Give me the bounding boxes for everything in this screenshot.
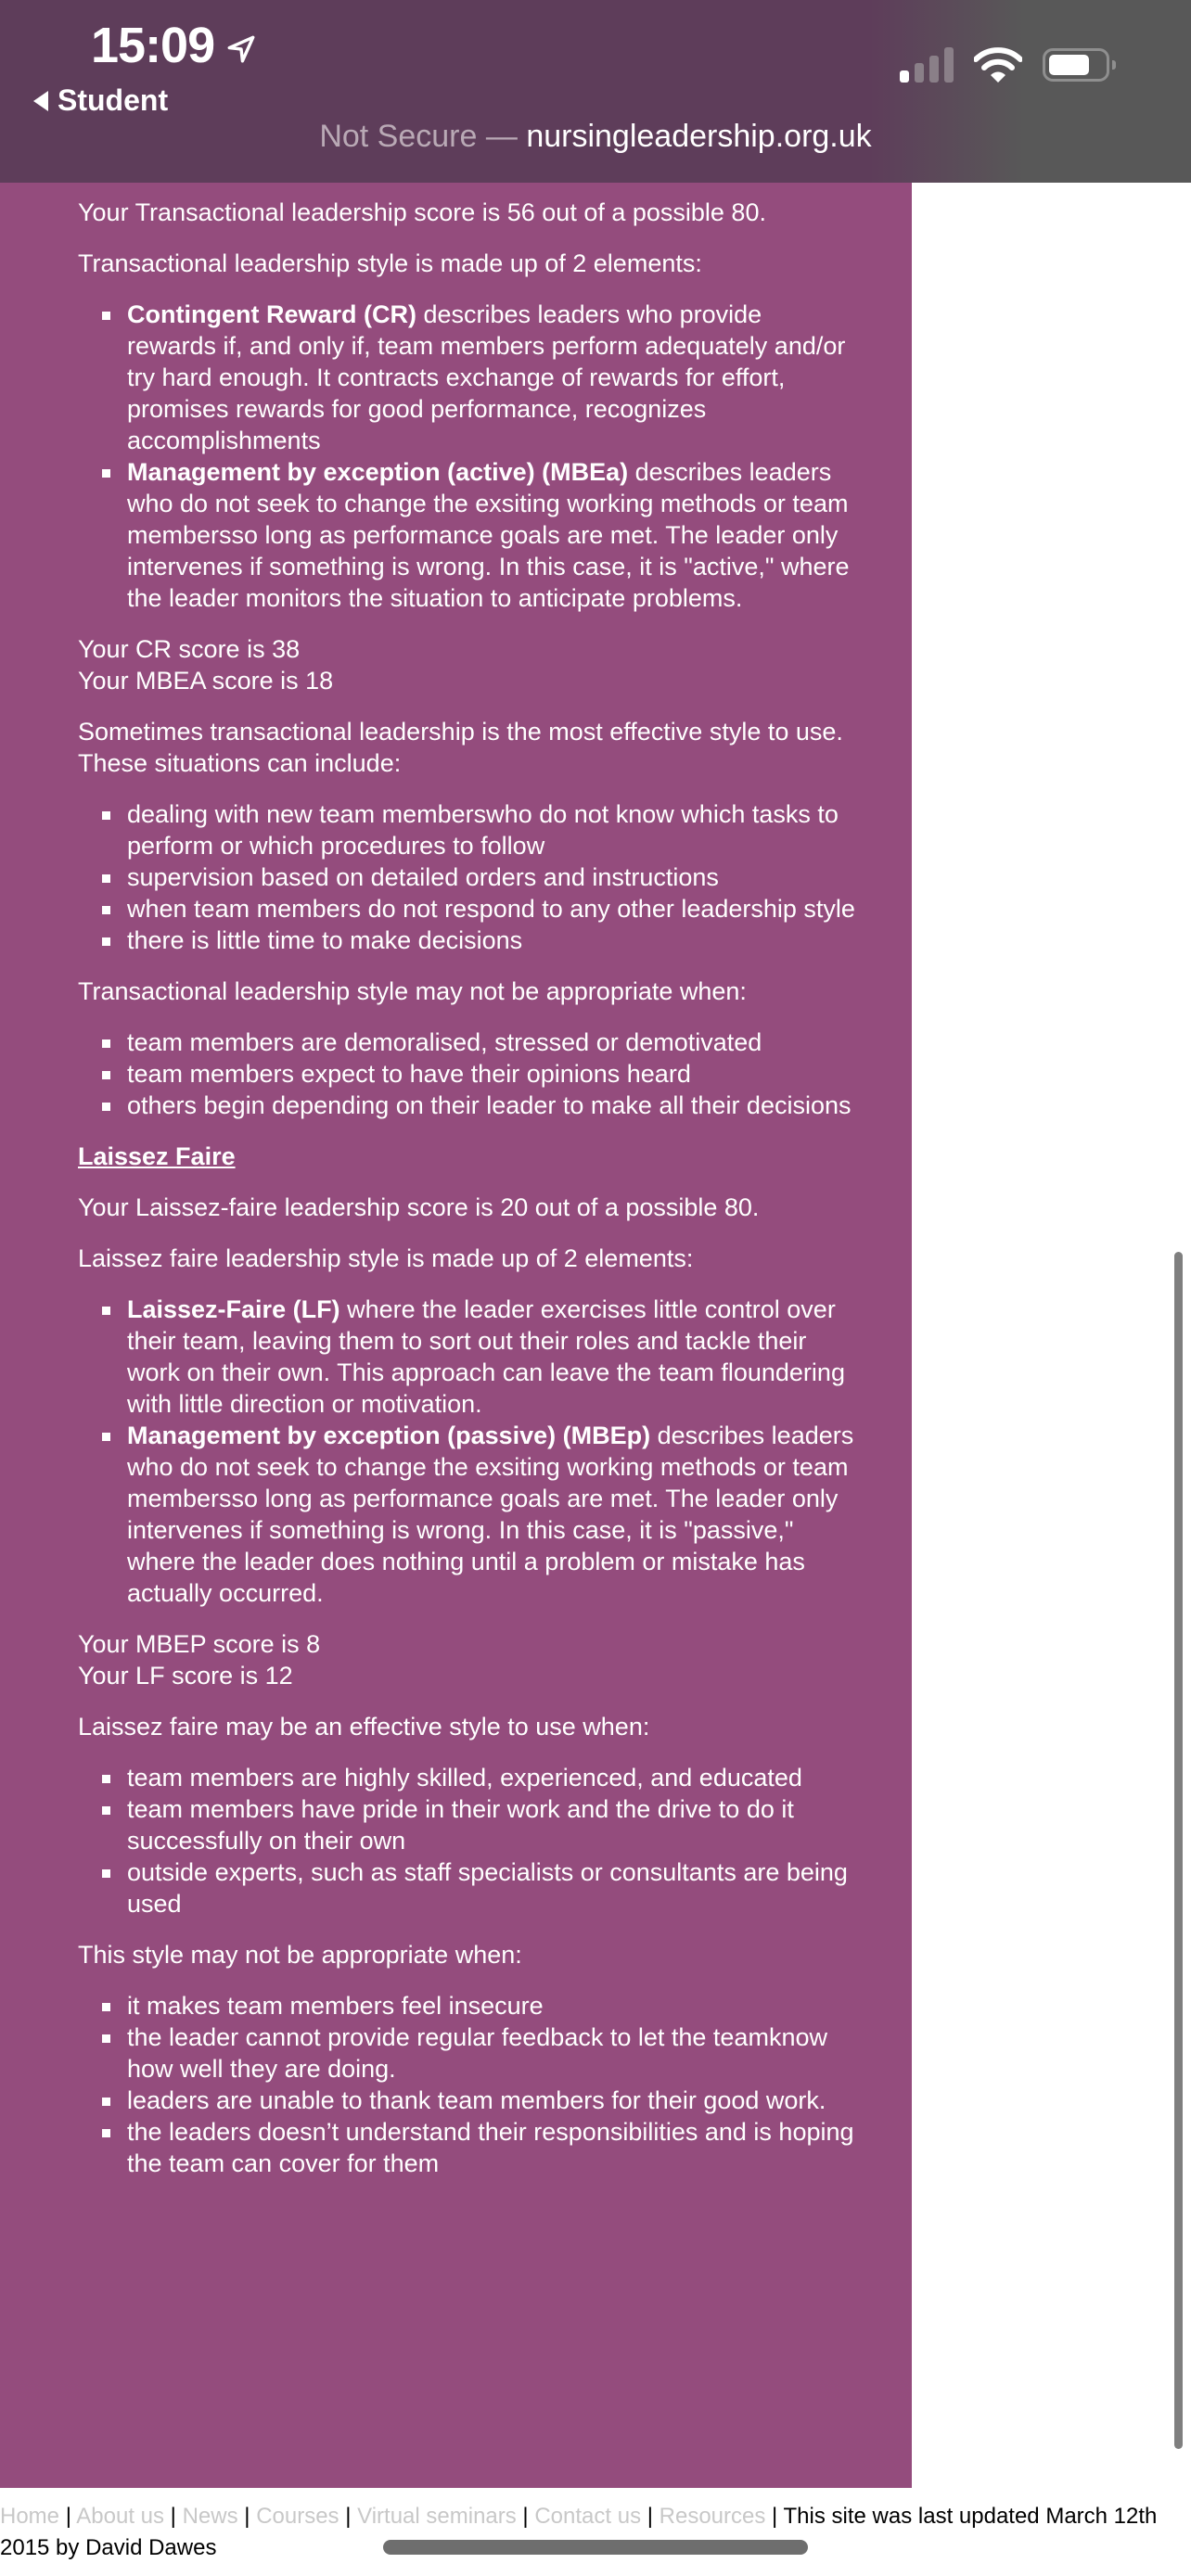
footer-link-courses[interactable]: Courses	[256, 2504, 339, 2529]
footer-link-resources[interactable]: Resources	[659, 2504, 766, 2529]
status-time: 15:09	[91, 18, 215, 73]
main-content	[0, 183, 912, 2488]
not-secure-label: Not Secure —	[319, 119, 518, 154]
transactional-score: Your Transactional leadership score is 56 out of a possible 80.	[78, 198, 766, 226]
list-item: team members expect to have their opinions heard	[127, 1058, 857, 1090]
back-arrow-icon	[33, 91, 48, 111]
laissez-elements-list	[78, 1294, 857, 1609]
mbea-score: Your MBEA score is 18	[78, 667, 334, 695]
list-item: leaders are unable to thank team members for their good work.	[127, 2085, 857, 2116]
list-item	[127, 1420, 857, 1609]
url-domain: nursingleadership.org.uk	[526, 119, 872, 154]
status-icons	[900, 46, 1109, 83]
list-item: team members are highly skilled, experienced, and educated	[127, 1762, 857, 1793]
separator: |	[765, 2504, 784, 2529]
mbep-score: Your MBEP score is 8	[78, 1630, 321, 1658]
back-to-app-button[interactable]	[33, 83, 168, 118]
results-text	[78, 197, 857, 2199]
laissez-not-appropriate-list	[78, 1990, 857, 2179]
list-item: it makes team members feel insecure	[127, 1990, 857, 2021]
cr-score: Your CR score is 38	[78, 635, 301, 663]
laissez-elements-intro: Laissez faire leadership style is made up of 2 elements:	[78, 1244, 694, 1272]
list-item: team members are demoralised, stressed or demotivated	[127, 1027, 857, 1058]
element-term: Management by exception (active) (MBEa)	[127, 458, 629, 486]
element-term: Contingent Reward (CR)	[127, 300, 416, 328]
laissez-effective-list	[78, 1762, 857, 1919]
transactional-elements-intro: Transactional leadership style is made up of 2 elements:	[78, 249, 702, 277]
laissez-not-appropriate-intro: This style may not be appropriate when:	[78, 1941, 522, 1969]
separator: |	[164, 2504, 183, 2529]
transactional-elements-list	[78, 299, 857, 614]
list-item: supervision based on detailed orders and instructions	[127, 861, 857, 893]
laissez-faire-heading: Laissez Faire	[78, 1142, 236, 1170]
list-item: team members have pride in their work and the drive to do it successfully on their own	[127, 1793, 857, 1856]
back-label: Student	[58, 83, 169, 117]
element-term: Laissez-Faire (LF)	[127, 1295, 340, 1323]
footer-link-virtual-seminars[interactable]: Virtual seminars	[357, 2504, 517, 2529]
transactional-not-appropriate-list	[78, 1027, 857, 1121]
separator: |	[59, 2504, 77, 2529]
footer-link-about[interactable]: About us	[76, 2504, 165, 2529]
location-arrow-icon	[225, 33, 257, 65]
separator: |	[516, 2504, 535, 2529]
home-indicator[interactable]	[383, 2540, 808, 2555]
transactional-effective-list	[78, 798, 857, 956]
laissez-effective-intro: Laissez faire may be an effective style to use when:	[78, 1713, 650, 1741]
separator: |	[237, 2504, 257, 2529]
list-item	[127, 456, 857, 614]
lf-score: Your LF score is 12	[78, 1662, 293, 1690]
footer-link-news[interactable]: News	[182, 2504, 238, 2529]
battery-icon	[1043, 48, 1109, 82]
footer-link-contact[interactable]: Contact us	[534, 2504, 642, 2529]
address-bar[interactable]	[0, 119, 1191, 155]
list-item: the leaders doesn’t understand their responsibilities and is hoping the team can cover for them	[127, 2116, 857, 2179]
list-item	[127, 1294, 857, 1420]
list-item: there is little time to make decisions	[127, 925, 857, 956]
list-item: outside experts, such as staff specialists or consultants are being used	[127, 1856, 857, 1919]
separator: |	[641, 2504, 660, 2529]
wifi-icon	[974, 46, 1022, 83]
list-item: dealing with new team memberswho do not know which tasks to perform or which procedures to follow	[127, 798, 857, 861]
list-item	[127, 299, 857, 456]
page-scrollbar[interactable]	[1174, 1252, 1183, 2449]
list-item: the leader cannot provide regular feedback to let the teamknow how well they are doing.	[127, 2021, 857, 2085]
list-item: when team members do not respond to any other leadership style	[127, 893, 857, 925]
transactional-not-appropriate-intro: Transactional leadership style may not be appropriate when:	[78, 977, 747, 1005]
separator: |	[339, 2504, 358, 2529]
transactional-effective-intro: Sometimes transactional leadership is the most effective style to use. These situations can include:	[78, 718, 843, 777]
element-desc: describes leaders who provide rewards if, and only if, team members perform adequately and/or try hard enough. It contracts exchange of rewards for effort, promises rewards for good performance, recognizes accomplishments	[127, 300, 846, 454]
browser-header	[0, 0, 1191, 183]
list-item: others begin depending on their leader to make all their decisions	[127, 1090, 857, 1121]
element-desc: describes leaders who do not seek to change the exsiting working methods or team membersso long as performance goals are met. The leader only intervenes if something is wrong. In this case, it is "passive," where the leader does nothing until a problem or mistake has actually occurred.	[127, 1422, 854, 1607]
element-term: Management by exception (passive) (MBEp)	[127, 1422, 651, 1449]
cellular-signal-icon	[900, 47, 954, 83]
footer-link-home[interactable]: Home	[0, 2504, 60, 2529]
laissez-score: Your Laissez-faire leadership score is 20 out of a possible 80.	[78, 1193, 760, 1221]
element-desc: describes leaders who do not seek to change the exsiting working methods or team membersso long as performance goals are met. The leader only intervenes if something is wrong. In this case, it is "active," where the leader monitors the situation to anticipate problems.	[127, 458, 850, 612]
last-updated-text: This site was last updated March 12th 2015 by David Dawes	[0, 2504, 1158, 2560]
element-desc: where the leader exercises little control over their team, leaving them to sort out their roles and tackle their work on their own. This approach can leave the team floundering with little direction or motivation.	[127, 1295, 845, 1418]
